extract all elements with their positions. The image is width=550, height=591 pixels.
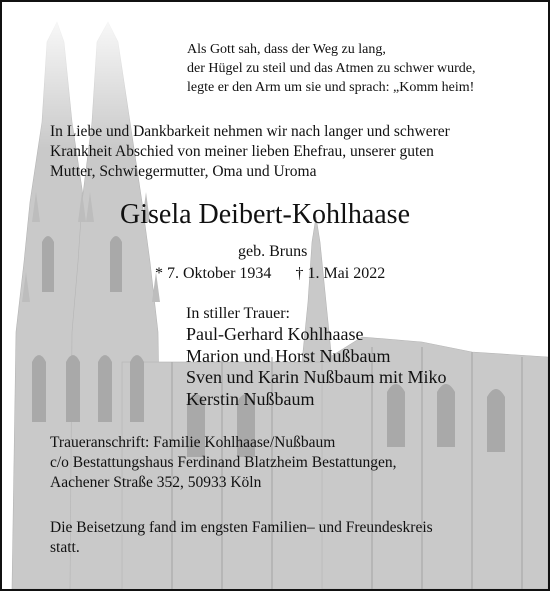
poem-line: der Hügel zu steil und das Atmen zu schwer wurde, [187, 61, 476, 76]
death-date: † 1. Mai 2022 [295, 265, 386, 282]
intro-line: Mutter, Schwiegermutter, Oma und Uroma [50, 163, 317, 180]
address-line: Traueranschrift: Familie Kohlhaase/Nußbaum [50, 434, 336, 451]
poem [187, 40, 475, 97]
mourner-name: Marion und Horst Nußbaum [186, 345, 391, 366]
mourners-label: In stiller Trauer: [186, 305, 290, 322]
notice-line: Die Beisetzung fand im engsten Familien– und Freundeskreis [50, 519, 433, 536]
intro-line: In Liebe und Dankbarkeit nehmen wir nach langer und schwerer [50, 123, 450, 140]
poem-line: legte er den Arm um sie und sprach: „Komm heim! [187, 80, 475, 95]
mourner-name: Sven und Karin Nußbaum mit Miko [186, 367, 447, 387]
mourning-address [50, 433, 397, 493]
intro-text [50, 122, 450, 182]
address-line: c/o Bestattungshaus Ferdinand Blatzheim Bestattungen, [50, 454, 397, 471]
burial-notice [50, 518, 433, 558]
intro-line: Krankheit Abschied von meiner lieben Ehefrau, unserer guten [50, 143, 434, 160]
mourners-list [186, 324, 446, 410]
notice-line: statt. [50, 539, 80, 556]
poem-line: Als Gott sah, dass der Weg zu lang, [187, 42, 386, 57]
life-dates [155, 264, 385, 284]
deceased-name: Gisela Deibert-Kohlhaase [120, 199, 410, 230]
address-line: Aachener Straße 352, 50933 Köln [50, 474, 262, 491]
birth-date: * 7. Oktober 1934 [155, 265, 272, 282]
birth-name: geb. Bruns [238, 243, 308, 260]
mourner-name: Kerstin Nußbaum [186, 388, 315, 409]
mourner-name: Paul-Gerhard Kohlhaase [186, 324, 364, 344]
